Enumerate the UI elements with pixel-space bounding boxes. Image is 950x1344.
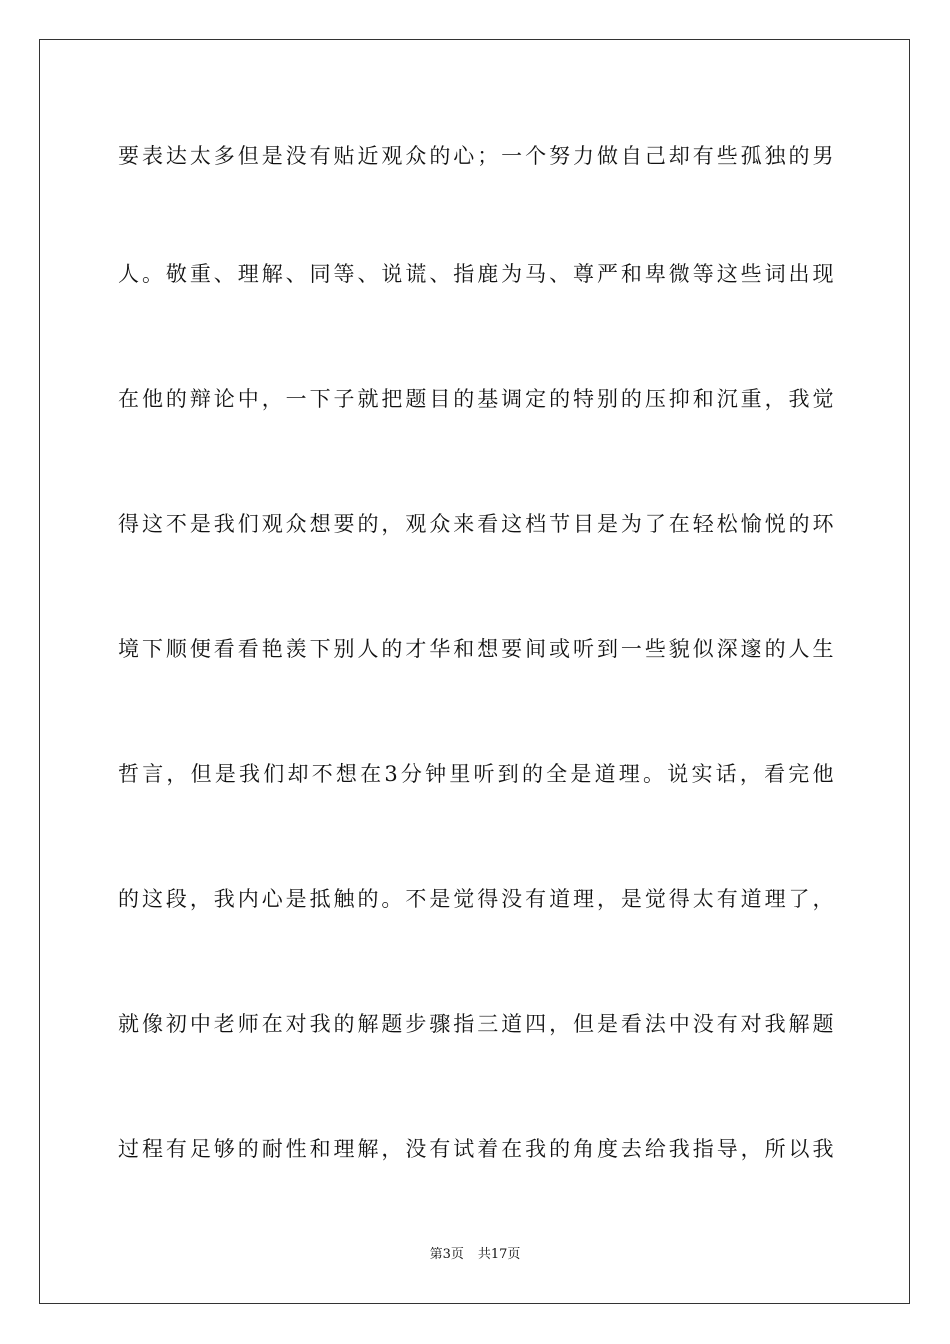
- total-pages: 共17页: [477, 1247, 521, 1262]
- body-text-line: 过程有足够的耐性和理解，没有试着在我的角度去给我指导，所以我: [118, 1137, 834, 1161]
- body-text-line: 得这不是我们观众想要的，观众来看这档节目是为了在轻松愉悦的环: [118, 512, 834, 536]
- page-number: 第3页: [429, 1247, 464, 1262]
- body-text-line: 在他的辩论中，一下子就把题目的基调定的特别的压抑和沉重，我觉: [118, 387, 834, 411]
- body-text-line: 境下顺便看看艳羡下别人的才华和想要间或听到一些貌似深邃的人生: [118, 637, 834, 661]
- page-footer: [0, 1246, 950, 1264]
- body-text-line: 要表达太多但是没有贴近观众的心；一个努力做自己却有些孤独的男: [118, 144, 834, 168]
- body-text-line: 的这段，我内心是抵触的。不是觉得没有道理，是觉得太有道理了，: [118, 887, 834, 911]
- body-text-line: 人。敬重、理解、同等、说谎、指鹿为马、尊严和卑微等这些词出现: [118, 262, 834, 286]
- page-border: [39, 39, 910, 1304]
- body-text-line: 就像初中老师在对我的解题步骤指三道四，但是看法中没有对我解题: [118, 1012, 834, 1036]
- body-text-line: 哲言，但是我们却不想在3分钟里听到的全是道理。说实话，看完他: [118, 762, 834, 786]
